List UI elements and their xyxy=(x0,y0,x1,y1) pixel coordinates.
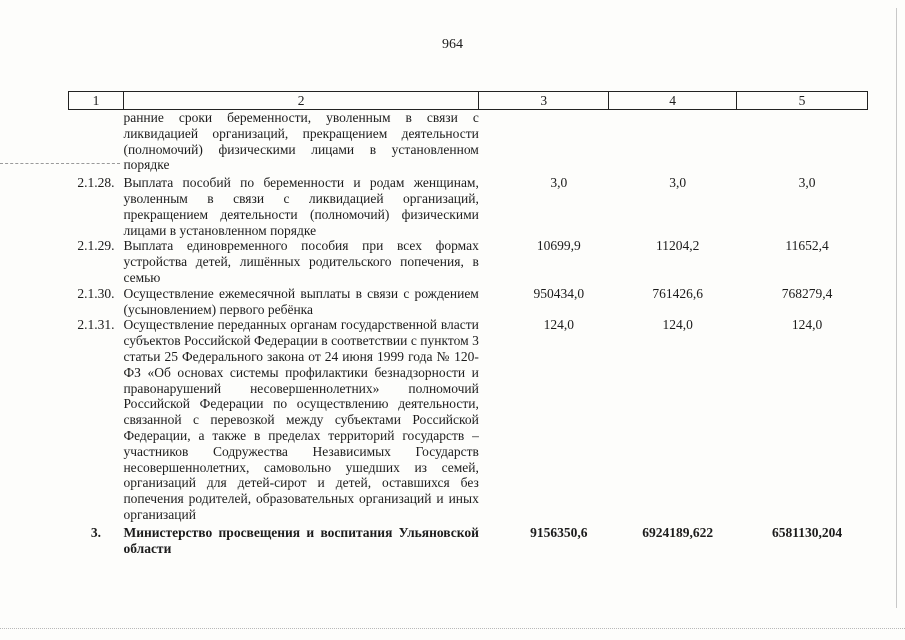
budget-table xyxy=(68,91,868,556)
row-description: Выплата единовременного пособия при всех формах устройства детей, лишённых родительского попечения, в семью xyxy=(123,238,479,285)
value-col4: 124,0 xyxy=(662,317,693,333)
value-col5: 124,0 xyxy=(791,317,823,333)
value-col3: 950434,0 xyxy=(533,285,585,301)
row-description: Министерство просвещения и воспитания Ульяновской области xyxy=(123,524,479,556)
row-number xyxy=(69,110,124,174)
page-number: 964 xyxy=(442,37,463,52)
value-col3: 124,0 xyxy=(543,317,574,333)
value-col3: 9156350,6 xyxy=(530,524,588,540)
column-header: 1 xyxy=(69,92,124,110)
row-description: ранние сроки беременности, уволенным в связи с ликвидацией организаций, прекращением деятельности (полномочий) физическими лицами в установленном порядке xyxy=(123,110,479,173)
table-row xyxy=(69,110,868,174)
table-header-row xyxy=(69,92,868,110)
table-row xyxy=(69,173,868,238)
row-description: Осуществление ежемесячной выплаты в связи с рождением (усыновлением) первого ребёнка xyxy=(123,285,479,317)
value-col5: 6581130,204 xyxy=(771,524,843,540)
scan-edge-line xyxy=(896,8,897,608)
row-description: Осуществление переданных органам государственной власти субъектов Российской Федерации в соответствии с пунктом 3 статьи 25 Федерального закона от 24 июня 1999 года № 120-ФЗ «Об основах системы профилактики безнадзорности и правонарушений несовершеннолетних» полномочий Российской Федерации по осуществлению деятельности, связанной с перевозкой между субъектами Российской Федерации, а также в пределах территорий государств – участников Содружества Независимых Государств несовершеннолетних, самовольно ушедших из семей, организаций для детей-сирот и детей, оставшихся без попечения родителей, образовательных организаций и иных организаций xyxy=(123,317,479,522)
row-description: Выплата пособий по беременности и родам женщинам, уволенным в связи с ликвидацией организаций, прекращением деятельности (полномочий) физическими лицами в установленном порядке xyxy=(123,175,479,238)
value-col4: 6924189,622 xyxy=(642,524,714,540)
table-row xyxy=(69,238,868,285)
value-col4 xyxy=(609,110,737,174)
value-col5: 3,0 xyxy=(798,175,816,191)
row-number: 2.1.28. xyxy=(77,175,115,191)
value-col5 xyxy=(737,110,868,174)
table-row xyxy=(69,286,868,318)
table-row xyxy=(69,317,868,522)
value-col4: 3,0 xyxy=(669,175,687,191)
scan-artifact-dots xyxy=(0,628,905,629)
row-number: 2.1.30. xyxy=(77,285,115,301)
row-number: 2.1.29. xyxy=(77,238,115,254)
value-col5: 11652,4 xyxy=(785,238,829,254)
column-header: 2 xyxy=(123,92,478,110)
value-col3: 3,0 xyxy=(550,175,568,191)
value-col4: 11204,2 xyxy=(655,238,700,254)
value-col5: 768279,4 xyxy=(781,285,833,301)
value-col3 xyxy=(479,110,609,174)
column-header: 4 xyxy=(609,92,737,110)
value-col4: 761426,6 xyxy=(652,285,703,301)
value-col3: 10699,9 xyxy=(536,238,581,254)
table-row xyxy=(69,523,868,557)
row-number: 3. xyxy=(90,524,102,540)
column-header: 5 xyxy=(737,92,868,110)
row-number: 2.1.31. xyxy=(77,317,115,333)
column-header: 3 xyxy=(479,92,609,110)
